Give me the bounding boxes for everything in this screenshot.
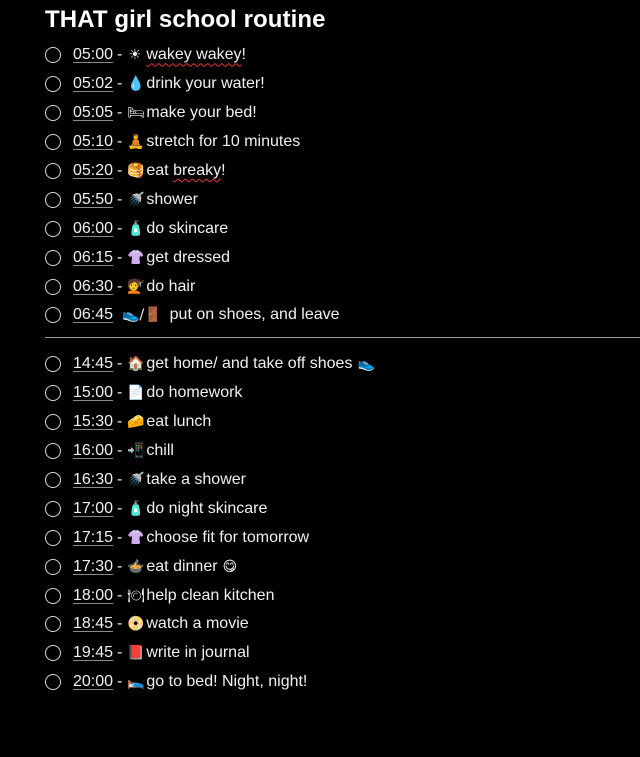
item-time: 17:15 xyxy=(73,528,114,546)
item-time: 14:45 xyxy=(73,355,114,373)
shower-icon: 🚿 xyxy=(127,472,145,488)
item-label xyxy=(146,133,300,151)
checkbox[interactable] xyxy=(45,134,61,150)
item-text: eat lunch xyxy=(146,413,212,431)
plate-with-cutlery-icon: 🍽 xyxy=(127,587,146,604)
checkbox[interactable] xyxy=(45,645,61,661)
item-time: 18:45 xyxy=(73,615,114,633)
item-text: watch a movie xyxy=(146,615,249,633)
checkbox[interactable] xyxy=(45,221,61,237)
item-label xyxy=(146,587,274,605)
checkbox[interactable] xyxy=(45,559,61,575)
item-label xyxy=(146,278,195,296)
checklist-item xyxy=(45,157,635,186)
item-time: 16:30 xyxy=(73,471,114,488)
checkbox[interactable] xyxy=(45,47,61,63)
page-icon: 📄 xyxy=(127,385,145,402)
item-text: eat dinner xyxy=(146,557,218,575)
item-text: take a shower xyxy=(146,471,246,488)
item-time: 15:30 xyxy=(73,413,114,431)
item-separator: - xyxy=(117,355,123,373)
checkbox[interactable] xyxy=(45,588,61,604)
item-label xyxy=(146,500,267,518)
item-text: drink your water! xyxy=(146,75,265,93)
item-time: 05:05 xyxy=(73,104,114,122)
item-separator: - xyxy=(117,499,123,517)
item-separator: - xyxy=(117,644,123,662)
morning-checklist xyxy=(45,41,635,330)
item-separator: - xyxy=(117,277,123,295)
item-separator: - xyxy=(117,442,123,460)
item-separator: - xyxy=(117,248,123,266)
checkbox[interactable] xyxy=(45,385,61,401)
item-text: go to bed! Night, night! xyxy=(146,673,308,691)
item-separator: - xyxy=(117,190,123,208)
item-time: 06:00 xyxy=(73,219,114,237)
checkbox[interactable] xyxy=(45,443,61,459)
item-label xyxy=(146,46,246,64)
item-separator: - xyxy=(117,46,123,64)
item-time: 05:00 xyxy=(73,46,114,64)
checklist-item xyxy=(45,272,635,301)
checkbox[interactable] xyxy=(45,472,61,488)
checklist-item xyxy=(45,437,635,466)
person-in-lotus-position-icon: 🧘 xyxy=(127,134,145,151)
checklist-item xyxy=(45,350,635,379)
checkbox[interactable] xyxy=(45,674,61,690)
item-text: do night skincare xyxy=(146,499,268,517)
item-time: 20:00 xyxy=(73,673,114,691)
item-separator: - xyxy=(117,384,123,402)
item-label xyxy=(146,249,230,267)
item-text: shower xyxy=(146,190,198,208)
item-label xyxy=(146,529,309,547)
item-label xyxy=(146,220,228,238)
item-time: 05:20 xyxy=(73,162,114,179)
item-text: do hair xyxy=(146,277,196,295)
item-separator: - xyxy=(117,75,123,93)
checkbox[interactable] xyxy=(45,163,61,179)
item-label xyxy=(146,615,248,633)
item-text: put on shoes, and leave xyxy=(169,306,340,324)
item-separator: - xyxy=(117,133,123,151)
item-label xyxy=(170,306,340,324)
checklist-item xyxy=(45,466,635,495)
item-label xyxy=(146,355,352,373)
person-getting-haircut-icon: 💇 xyxy=(127,278,145,295)
house-icon: 🏠 xyxy=(127,356,145,373)
item-separator: - xyxy=(117,104,123,122)
item-time: 17:00 xyxy=(73,499,114,517)
item-label xyxy=(146,75,264,93)
checkbox[interactable] xyxy=(45,192,61,208)
checklist-item xyxy=(45,301,635,330)
item-time: 05:02 xyxy=(73,75,114,93)
item-label xyxy=(146,162,225,180)
item-time: 15:00 xyxy=(73,384,114,402)
misspelled-text: breaky xyxy=(173,162,222,179)
misspelled-text: wakey wakey xyxy=(146,46,242,64)
item-time: 05:50 xyxy=(73,190,114,208)
item-time: 18:00 xyxy=(73,586,114,604)
item-separator: - xyxy=(117,557,123,575)
pancakes-icon: 🥞 xyxy=(127,163,145,179)
item-text: eat xyxy=(146,162,174,179)
item-time: 17:30 xyxy=(73,557,114,575)
checkbox[interactable] xyxy=(45,105,61,121)
womans-clothes-icon: 👚 xyxy=(127,249,145,266)
checklist-item xyxy=(45,379,635,408)
checklist-item xyxy=(45,552,635,581)
pot-of-food-icon: 🍲 xyxy=(127,558,145,575)
checkbox[interactable] xyxy=(45,76,61,92)
item-text-suffix: ! xyxy=(221,162,226,179)
item-label xyxy=(146,558,217,576)
lotion-bottle-icon: 🧴 xyxy=(127,220,145,237)
checkbox[interactable] xyxy=(45,250,61,266)
sun-icon: ☀ xyxy=(128,47,142,64)
item-label xyxy=(146,104,256,122)
checklist-item xyxy=(45,668,635,697)
item-text: choose fit for tomorrow xyxy=(146,528,310,546)
item-text-suffix: ! xyxy=(241,46,246,64)
checkbox[interactable] xyxy=(45,356,61,372)
checklist-item xyxy=(45,99,635,128)
item-text: help clean kitchen xyxy=(146,586,275,604)
item-time: 16:00 xyxy=(73,442,114,460)
item-label xyxy=(146,644,249,662)
item-text: stretch for 10 minutes xyxy=(146,133,301,151)
item-text: get dressed xyxy=(146,248,230,266)
checklist-item xyxy=(45,128,635,157)
checklist-item xyxy=(45,41,635,70)
item-label xyxy=(146,413,211,431)
checklist-item xyxy=(45,214,635,243)
checkbox[interactable] xyxy=(45,414,61,430)
checkbox[interactable] xyxy=(45,501,61,517)
item-time: 06:15 xyxy=(73,248,114,266)
person-in-bed-icon: 🛌 xyxy=(127,674,145,691)
droplet-icon: 💧 xyxy=(127,76,145,93)
checkbox[interactable] xyxy=(45,279,61,295)
checklist-item xyxy=(45,581,635,610)
item-time: 05:10 xyxy=(73,133,114,151)
trailing-emoji-icon: 😋 xyxy=(222,558,238,575)
item-time: 06:45 xyxy=(73,306,114,324)
item-separator: - xyxy=(117,162,123,179)
checkbox[interactable] xyxy=(45,530,61,546)
item-separator: - xyxy=(117,471,123,488)
checklist-item xyxy=(45,639,635,668)
checklist-item xyxy=(45,185,635,214)
checkbox[interactable] xyxy=(45,307,61,323)
item-separator: - xyxy=(117,413,123,431)
item-label xyxy=(146,442,174,460)
lotion-bottle-icon: 🧴 xyxy=(127,500,145,517)
womans-clothes-icon: 👚 xyxy=(127,529,145,546)
afternoon-checklist xyxy=(45,350,635,697)
item-separator: - xyxy=(117,586,123,604)
dvd-icon: 📀 xyxy=(127,616,145,633)
item-label xyxy=(146,384,242,402)
divider-line xyxy=(45,337,640,338)
item-text: write in journal xyxy=(146,644,250,662)
item-separator: - xyxy=(117,219,123,237)
page-title: THAT girl school routine xyxy=(45,6,326,33)
mobile-phone-icon: 📲 xyxy=(127,443,145,460)
closed-book-icon: 📕 xyxy=(127,645,145,662)
checklist-item xyxy=(45,610,635,639)
checklist-item xyxy=(45,243,635,272)
item-text: do skincare xyxy=(146,219,229,237)
checkbox[interactable] xyxy=(45,616,61,632)
item-separator: - xyxy=(117,615,123,633)
item-time: 06:30 xyxy=(73,277,114,295)
item-separator: - xyxy=(117,528,123,546)
item-label xyxy=(146,673,307,691)
checklist-item xyxy=(45,523,635,552)
item-text: get home/ and take off shoes xyxy=(146,355,353,373)
item-text: chill xyxy=(146,442,174,460)
trailing-emoji-icon: 👟 xyxy=(357,356,375,373)
item-separator: - xyxy=(117,673,123,691)
checklist-item xyxy=(45,70,635,99)
item-text: do homework xyxy=(146,384,243,402)
checklist-item xyxy=(45,494,635,523)
item-text: make your bed! xyxy=(146,104,257,122)
bed-icon: 🛏 xyxy=(127,105,146,122)
checklist-item xyxy=(45,408,635,437)
shower-icon: 🚿 xyxy=(127,191,145,208)
shoe-and-door-icon: 👟/🚪 xyxy=(122,307,162,324)
item-time: 19:45 xyxy=(73,644,114,662)
sandwich-icon: 🧀 xyxy=(127,414,145,431)
item-label xyxy=(146,191,198,209)
item-label xyxy=(146,471,246,489)
